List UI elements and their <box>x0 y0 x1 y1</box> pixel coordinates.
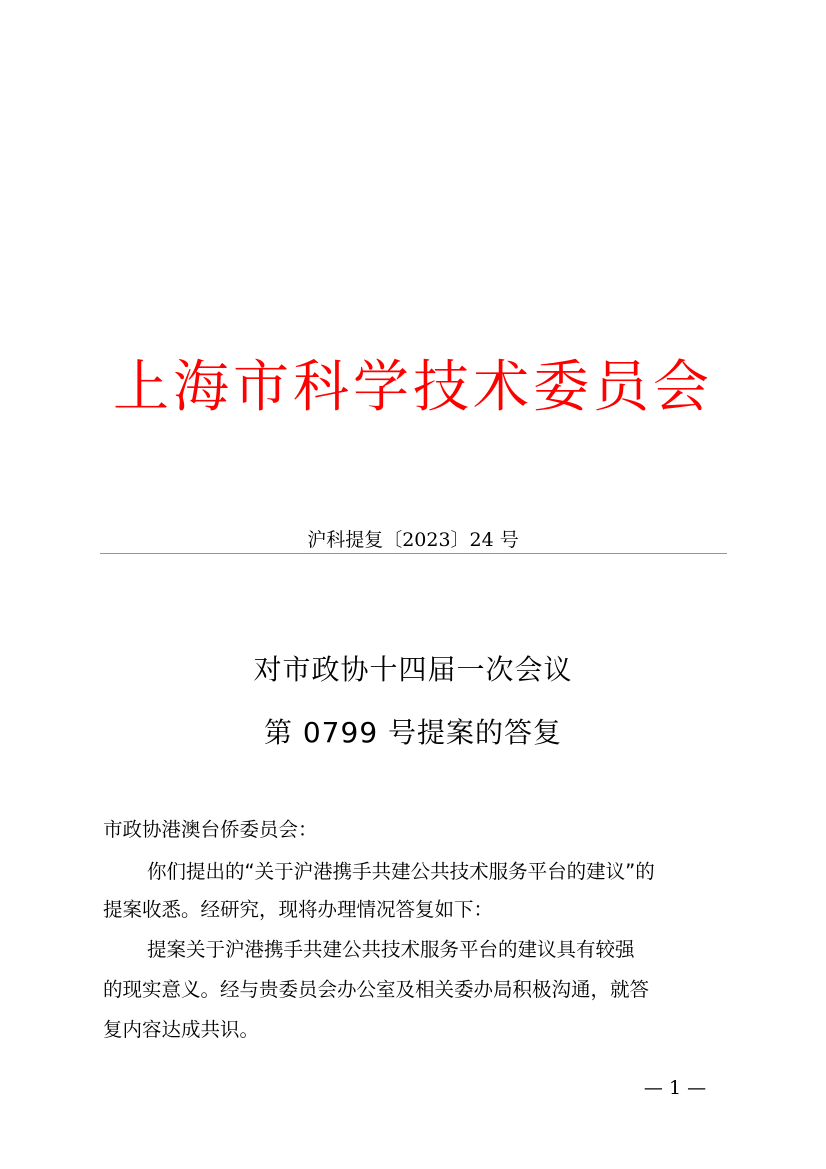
paragraph-2-line-2: 的现实意义。经与贵委员会办公室及相关委办局积极沟通，就答 <box>103 978 650 1001</box>
document-number: 沪科提复〔2023〕24 号 <box>307 529 519 551</box>
page-number: — 1 — <box>643 1077 707 1099</box>
document-title-line-1: 对市政协十四届一次会议 <box>253 653 573 686</box>
document-title-line-2: 第 0799 号提案的答复 <box>263 716 563 749</box>
paragraph-2-line-3: 复内容达成共识。 <box>103 1018 260 1041</box>
paragraph-2-line-1: 提案关于沪港携手共建公共技术服务平台的建议具有较强 <box>147 938 635 961</box>
paragraph-1-line-1: 你们提出的“关于沪港携手共建公共技术服务平台的建议”的 <box>147 860 655 883</box>
red-divider-line <box>100 553 727 554</box>
paragraph-1-line-2: 提案收悉。经研究，现将办理情况答复如下： <box>103 898 494 921</box>
issuer-heading: 上海市科学技术委员会 <box>113 355 713 420</box>
salutation: 市政协港澳台侨委员会： <box>103 818 318 841</box>
